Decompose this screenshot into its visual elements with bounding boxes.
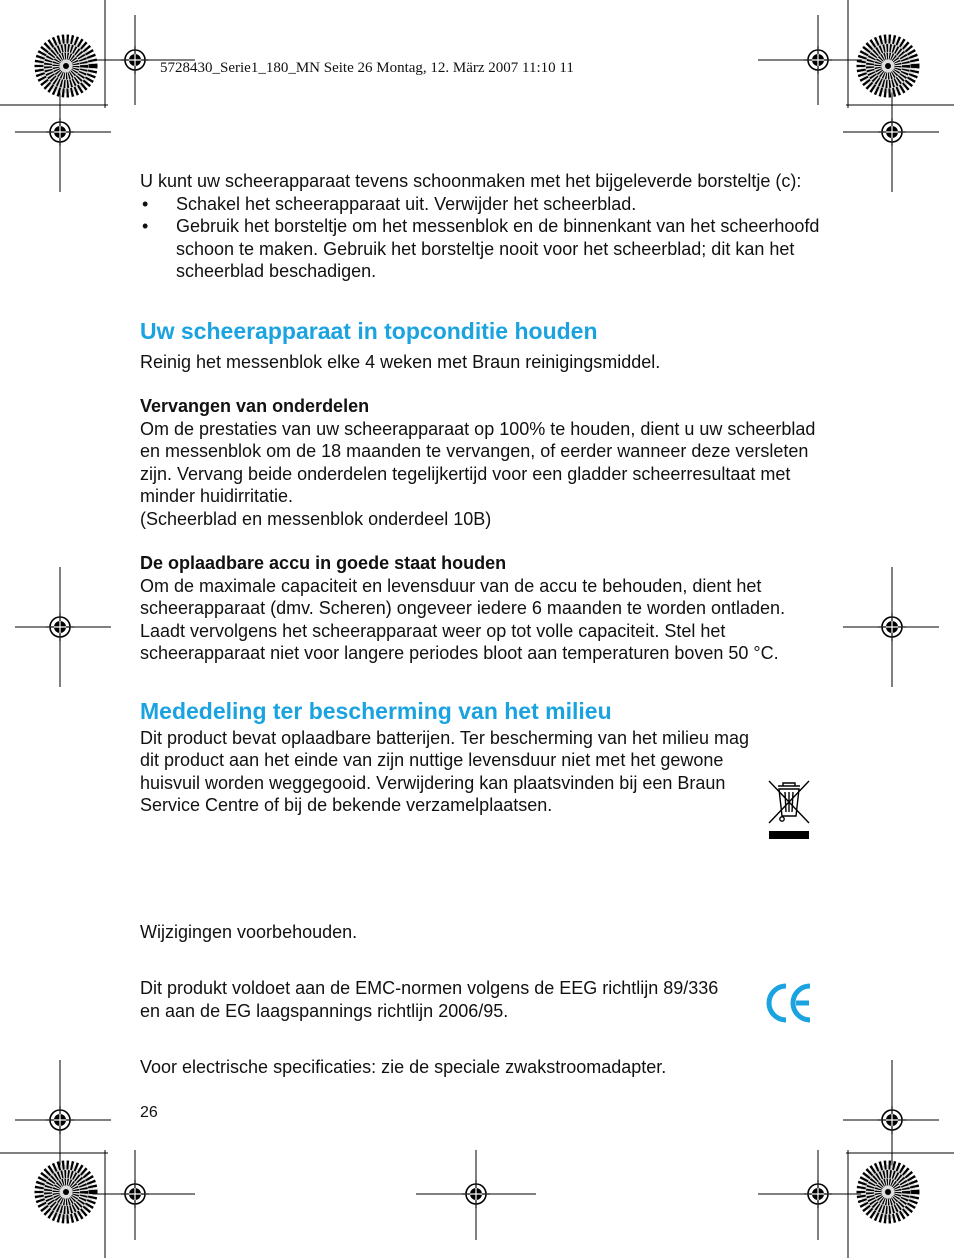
environment-text: Dit product bevat oplaadbare batterijen. Ter bescherming van het milieu mag dit product aan het einde van zijn nuttige levensduur niet met het gewone huisvuil worden weggegooid. Verwijdering kan plaatsvinden bij een Braun Service Centre of bij de bekende verzamelplaatsen. <box>140 727 750 815</box>
bullet-item: • Gebruik het borsteltje om het messenblok en de binnenkant van het scheerhoofd schoon te maken. Gebruik het borsteltje nooit voor het scheerblad; dit kan het scheerblad beschadigen. <box>140 215 820 283</box>
page-number: 26 <box>140 1104 158 1121</box>
replacement-text: Om de prestaties van uw scheerapparaat op 100% te houden, dient u uw scheerblad en messenblok om de 18 maanden te vervangen, of eerder wanneer deze versleten zijn. Vervang beide onderdelen tegelijkertijd voor een gladder scheerresultaat met minder huidirritatie. <box>140 418 816 506</box>
battery-text: Om de maximale capaciteit en levensduur van de accu te behouden, dient het scheerapparaat (dmv. Scheren) ongeveer iedere 6 maanden te worden ontladen. Laadt vervolgens het scheerapparaat weer op tot volle capaciteit. Stel het scheerapparaat niet voor langere periodes bloot aan temperaturen boven 50 °C. <box>140 575 786 663</box>
intro-text: U kunt uw scheerapparaat tevens schoonmaken met het bijgeleverde borsteltje (c): <box>140 171 802 191</box>
bullet-item: • Schakel het scheerapparaat uit. Verwijder het scheerblad. <box>140 193 820 216</box>
reservation-text: Wijzigingen voorbehouden. <box>140 922 358 942</box>
slug-line: 5728430_Serie1_180_MN Seite 26 Montag, 12. März 2007 11:10 11 <box>160 60 574 76</box>
ce-mark-icon <box>766 982 814 1024</box>
page-body <box>140 170 820 817</box>
maintenance-text: Reinig het messenblok elke 4 weken met Braun reinigingsmiddel. <box>140 351 661 372</box>
subheading-replacement: Vervangen van onderdelen <box>140 396 370 416</box>
weee-bin-icon <box>766 778 812 840</box>
subheading-battery: De oplaadbare accu in goede staat houden <box>140 553 507 573</box>
electrical-text: Voor electrische specificaties: zie de speciale zwakstroomadapter. <box>140 1057 667 1077</box>
section-heading-maintenance: Uw scheerapparaat in topconditie houden <box>140 317 598 344</box>
section-heading-environment: Mededeling ter bescherming van het milieu <box>140 697 612 724</box>
intro-bullets <box>140 193 820 283</box>
replacement-note: (Scheerblad en messenblok onderdeel 10B) <box>140 508 492 529</box>
emc-text: Dit produkt voldoet aan de EMC-normen volgens de EEG richtlijn 89/336 en aan de EG laagspannings richtlijn 2006/95. <box>140 978 719 1021</box>
